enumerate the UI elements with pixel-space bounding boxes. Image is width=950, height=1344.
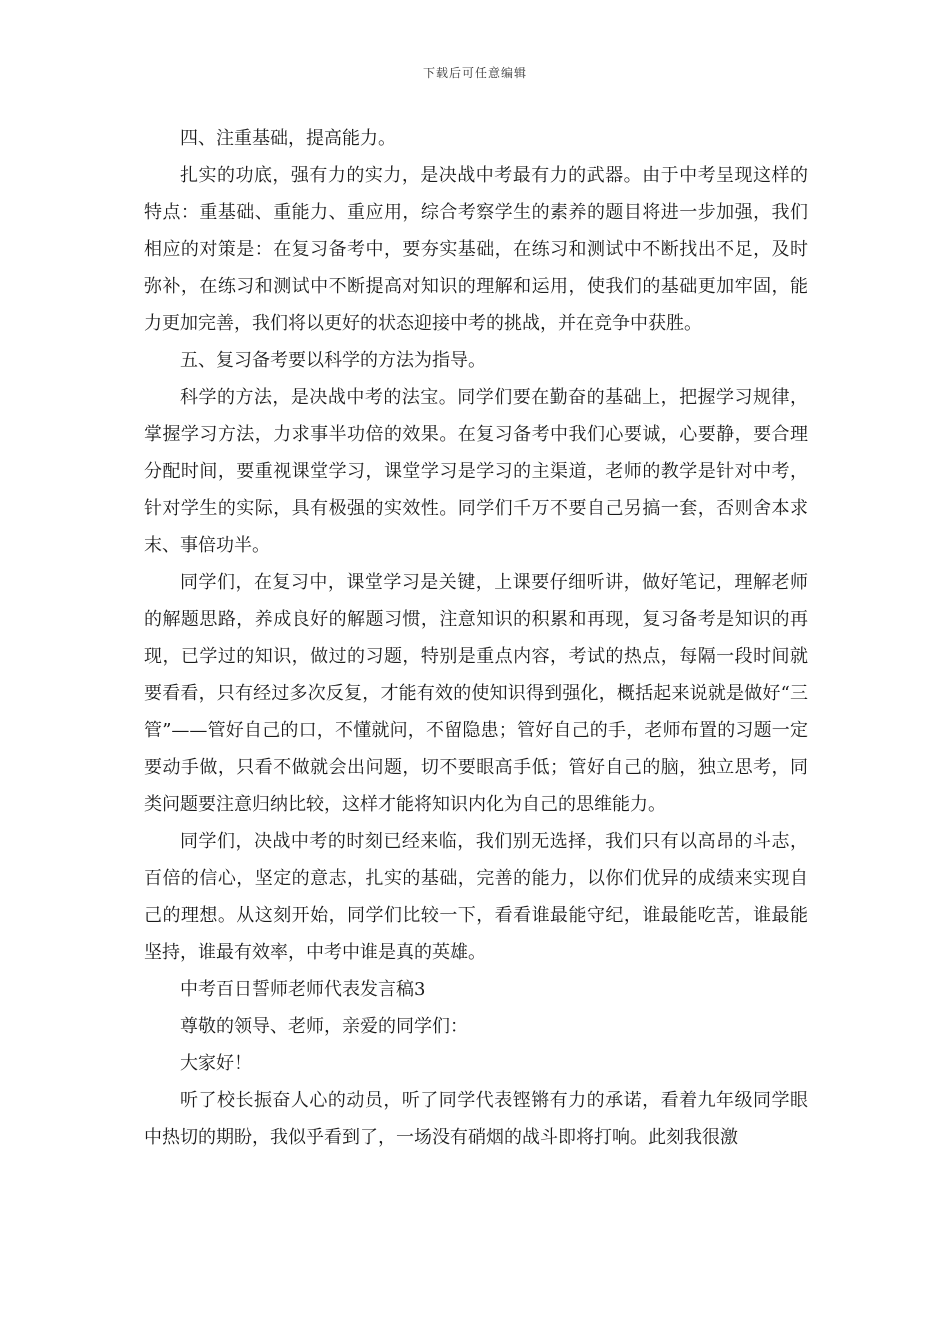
paragraph-classroom: 同学们，在复习中，课堂学习是关键，上课要仔细听讲，做好笔记，理解老师的解题思路，养成良好的解题习惯，注意知识的积累和再现，复习备考是知识的再现，已学过的知识，做过的习题，特别是重点内容，考试的热点，每隔一段时间就要看看，只有经过多次反复，才能有效的使知识得到强化，概括起来说就是做好“三管”——管好自己的口，不懂就问，不留隐患；管好自己的手，老师布置的习题一定要动手做，只看不做就会出问题，切不要眼高手低；管好自己的脑，独立思考，同类问题要注意归纳比较，这样才能将知识内化为自己的思维能力。	[144, 572, 808, 815]
paragraph-decisive: 同学们，决战中考的时刻已经来临，我们别无选择，我们只有以高昂的斗志，百倍的信心，坚定的意志，扎实的基础，完善的能力，以你们优异的成绩来实现自己的理想。从这刻开始，同学们比较一下，看看谁最能守纪，谁最能吃苦，谁最能坚持，谁最有效率，中考中谁是真的英雄。	[144, 831, 808, 963]
document-body	[144, 120, 808, 1156]
speech-greeting: 大家好！	[180, 1053, 252, 1074]
paragraph-foundation: 扎实的功底，强有力的实力，是决战中考最有力的武器。由于中考呈现这样的特点：重基础、重能力、重应用，综合考察学生的素养的题目将进一步加强，我们相应的对策是：在复习备考中，要夯实基础，在练习和测试中不断找出不足，及时弥补，在练习和测试中不断提高对知识的理解和运用，使我们的基础更加牢固，能力更加完善，我们将以更好的状态迎接中考的挑战，并在竞争中获胜。	[144, 165, 808, 334]
speech-title: 中考百日誓师老师代表发言稿3	[180, 979, 426, 1000]
page-header: 下载后可任意编辑	[422, 66, 527, 80]
section-heading-5: 五、复习备考要以科学的方法为指导。	[180, 350, 486, 371]
paragraph-opening: 听了校长振奋人心的动员，听了同学代表铿锵有力的承诺，看着九年级同学眼中热切的期盼，我似乎看到了，一场没有硝烟的战斗即将打响。此刻我很激	[144, 1090, 808, 1148]
paragraph-method: 科学的方法，是决战中考的法宝。同学们要在勤奋的基础上，把握学习规律，掌握学习方法，力求事半功倍的效果。在复习备考中我们心要诚，心要静，要合理分配时间，要重视课堂学习，课堂学习是学习的主渠道，老师的教学是针对中考，针对学生的实际，具有极强的实效性。同学们千万不要自己另搞一套，否则舍本求末、事倍功半。	[144, 387, 808, 556]
section-heading-4: 四、注重基础，提高能力。	[180, 128, 396, 149]
speech-salutation: 尊敬的领导、老师，亲爱的同学们：	[180, 1016, 468, 1037]
